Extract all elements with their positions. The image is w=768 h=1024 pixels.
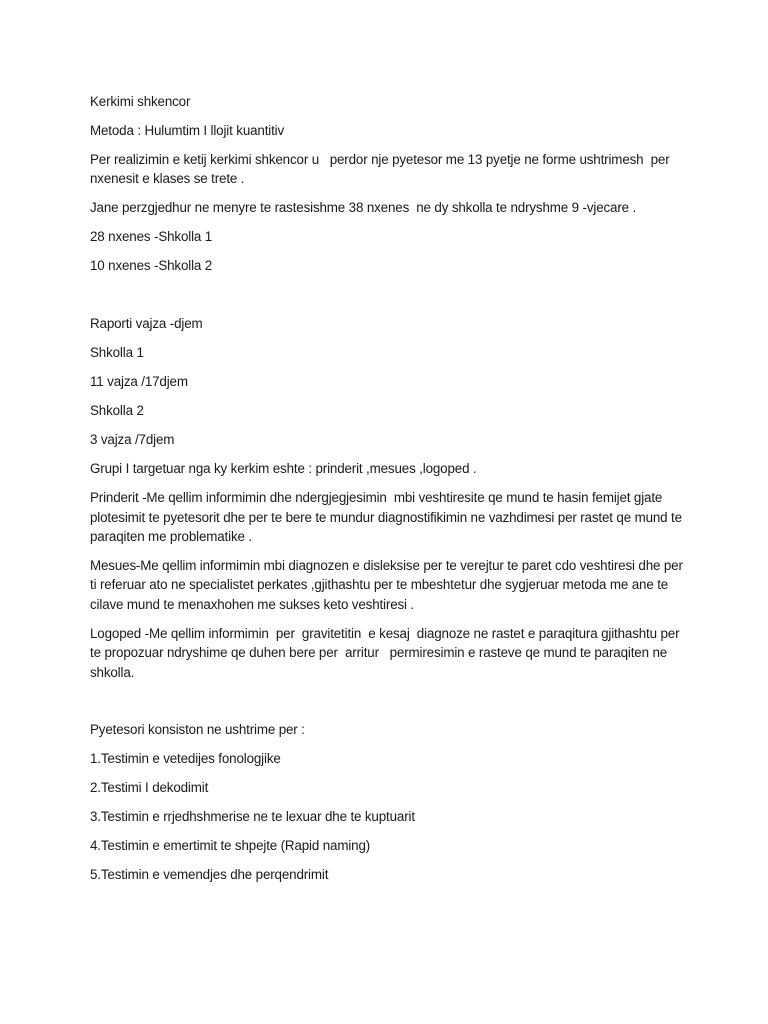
school2-count: 10 nxenes -Shkolla 2 <box>90 258 213 274</box>
school2-label: Shkolla 2 <box>90 403 144 419</box>
test-item: 4.Testimin e emertimit te shpejte (Rapid naming) <box>90 838 371 854</box>
school1-label: Shkolla 1 <box>90 345 144 361</box>
school1-count: 28 nxenes -Shkolla 1 <box>90 229 213 245</box>
method-line: Metoda : Hulumtim I llojit kuantitiv <box>90 123 285 138</box>
speech-therapist-paragraph: Logoped -Me qellim informimin per gravitetitin e kesaj diagnoze ne rastet e paraqitura gjithashtu per te propozuar ndryshime qe duhen bere per arritur permiresimin e rasteve qe mund te paraqiten ne shkolla. <box>90 625 680 680</box>
test-item: 1.Testimin e vetedijes fonologjike <box>90 751 281 767</box>
test-item: 2.Testimi I dekodimit <box>90 780 209 796</box>
document-body <box>90 92 690 894</box>
test-item: 3.Testimin e rrjedhshmerise ne te lexuar dhe te kuptuarit <box>90 809 415 825</box>
ratio-title: Raporti vajza -djem <box>90 316 203 332</box>
questionnaire-intro: Pyetesori konsiston ne ushtrime per : <box>90 722 305 738</box>
spacer <box>90 285 690 314</box>
school2-ratio: 3 vajza /7djem <box>90 432 175 448</box>
target-group: Grupi I targetuar nga ky kerkim eshte : prinderit ,mesues ,logoped . <box>90 461 477 477</box>
teachers-paragraph: Mesues-Me qellim informimin mbi diagnozen e disleksise per te verejtur te paret cdo veshtiresi dhe per ti referuar ato ne specialistet perkates ,gjithashtu per te mbeshtetur dhe sygjeruar metoda me ane te cilave mund te menaxhohen me sukses keto veshtiresi . <box>90 558 683 612</box>
test-item: 5.Testimin e vemendjes dhe perqendrimit <box>90 867 329 883</box>
document-title: Kerkimi shkencor <box>90 94 191 109</box>
parents-paragraph: Prinderit -Me qellim informimin dhe ndergjegjesimin mbi veshtiresite qe mund te hasin femijet gjate plotesimit te pyetesorit dhe per te bere te mundur diagnostifikimin ne vazhdimesi per rastet qe mund te paraqiten me problematike . <box>90 490 682 545</box>
intro-paragraph: Per realizimin e ketij kerkimi shkencor u perdor nje pyetesor me 13 pyetje ne forme ushtrimesh per nxenesit e klases se trete . <box>90 152 670 187</box>
spacer <box>90 692 690 721</box>
selection-paragraph: Jane perzgjedhur ne menyre te rastesishme 38 nxenes ne dy shkolla te ndryshme 9 -vjecare . <box>90 200 637 216</box>
school1-ratio: 11 vajza /17djem <box>90 374 188 390</box>
